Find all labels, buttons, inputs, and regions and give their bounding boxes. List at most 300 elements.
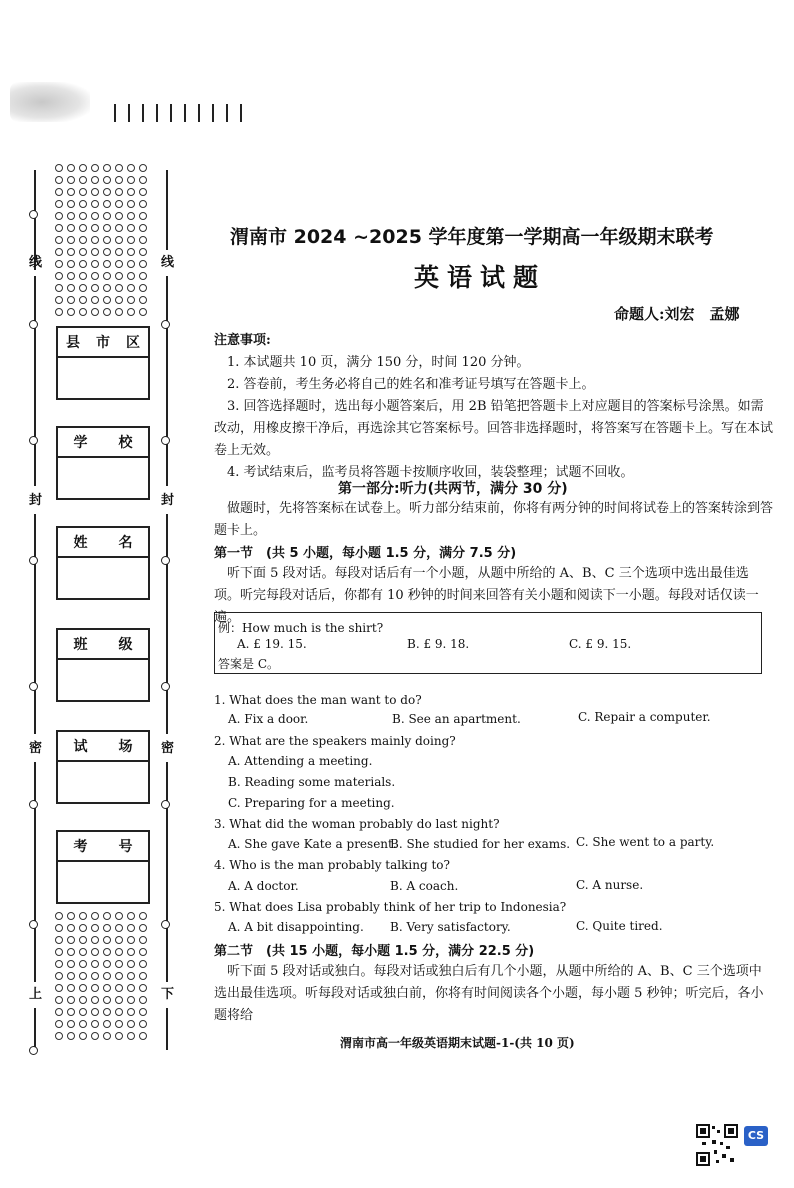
dot — [79, 912, 87, 920]
dot — [103, 212, 111, 220]
dot — [103, 924, 111, 932]
dot — [55, 1020, 63, 1028]
dot — [55, 236, 63, 244]
dot — [67, 296, 75, 304]
margin-char-right-1: 线 — [161, 255, 175, 270]
option[interactable]: A. A doctor. — [228, 879, 299, 893]
binding-hole — [29, 556, 38, 565]
dot — [139, 164, 147, 172]
dot — [55, 972, 63, 980]
margin-char-left-4: 上 — [29, 987, 43, 1002]
field-exam-number-box[interactable] — [58, 862, 148, 902]
dot — [91, 936, 99, 944]
dot — [115, 960, 123, 968]
dot — [67, 212, 75, 220]
dot — [115, 912, 123, 920]
dot — [91, 912, 99, 920]
option[interactable]: C. A nurse. — [576, 878, 644, 892]
dot — [91, 200, 99, 208]
binding-hole — [161, 682, 170, 691]
dot — [91, 960, 99, 968]
dot — [127, 972, 135, 980]
dot — [79, 176, 87, 184]
binding-line-right — [166, 1008, 168, 1050]
dot — [55, 164, 63, 172]
option[interactable]: B. A coach. — [390, 879, 459, 893]
dot — [115, 936, 123, 944]
scan-smudge — [10, 82, 90, 122]
note-item: 3. 回答选择题时，选出每小题答案后，用 2B 铅笔把答题卡上对应题目的答案标号涂黑。如需改动，用橡皮擦干净后，再选涂其它答案标号。回答非选择题时，将答案写在答题卡上。写在本试卷上无效。 — [214, 399, 774, 458]
dot — [91, 972, 99, 980]
option[interactable]: A. Attending a meeting. — [228, 754, 373, 768]
dot — [91, 164, 99, 172]
dot — [139, 212, 147, 220]
dot — [103, 224, 111, 232]
question-2: 2. What are the speakers mainly doing? — [214, 734, 456, 748]
dot — [67, 188, 75, 196]
dot — [91, 1020, 99, 1028]
dot — [67, 972, 75, 980]
dot — [115, 176, 123, 184]
note-item: 1. 本试题共 10 页，满分 150 分，时间 120 分钟。 — [227, 355, 530, 370]
dot — [55, 924, 63, 932]
dot — [91, 260, 99, 268]
dot — [127, 284, 135, 292]
dot — [79, 224, 87, 232]
field-label — [58, 732, 148, 762]
dot — [55, 296, 63, 304]
dot — [67, 272, 75, 280]
dot — [115, 948, 123, 956]
question-1: 1. What does the man want to do? — [214, 693, 422, 707]
field-label-char: 县 — [66, 335, 80, 351]
dot — [127, 984, 135, 992]
field-label-char: 姓 — [73, 535, 88, 551]
dot — [115, 1020, 123, 1028]
binding-hole — [161, 556, 170, 565]
dot — [79, 972, 87, 980]
dot — [115, 260, 123, 268]
option[interactable]: B. See an apartment. — [392, 712, 521, 726]
dot — [79, 1020, 87, 1028]
dot — [79, 996, 87, 1004]
dot — [67, 176, 75, 184]
dot — [67, 960, 75, 968]
dot — [55, 284, 63, 292]
dot — [127, 924, 135, 932]
dot — [103, 1032, 111, 1040]
binding-hole — [29, 320, 38, 329]
binding-hole — [29, 210, 38, 219]
dot — [127, 296, 135, 304]
dot — [139, 972, 147, 980]
binding-hole — [29, 1046, 38, 1055]
dot — [139, 284, 147, 292]
field-exam-room-box[interactable] — [58, 762, 148, 802]
section1-title: 第一节 (共 5 小题，每小题 1.5 分，满分 7.5 分) — [214, 546, 517, 561]
binding-hole — [161, 920, 170, 929]
margin-char-left-2: 封 — [29, 493, 43, 508]
dot — [67, 224, 75, 232]
section2-instructions: 听下面 5 段对话或独白。每段对话或独白后有几个小题，从题中所给的 A、B、C 三个选项中选出最佳选项。听每段对话或独白前，你将有时间阅读各个小题，每小题 5 秒钟；听完后，各小题将给 — [214, 964, 764, 1023]
dot — [127, 224, 135, 232]
dot — [115, 1008, 123, 1016]
dot — [115, 996, 123, 1004]
dot — [115, 284, 123, 292]
option[interactable]: B. Very satisfactory. — [390, 920, 511, 934]
field-label — [58, 528, 148, 558]
example-option: A. £ 19. 15. — [237, 637, 307, 651]
dot — [67, 164, 75, 172]
dot — [55, 260, 63, 268]
dot — [103, 960, 111, 968]
question-4: 4. Who is the man probably talking to? — [214, 858, 450, 872]
dot — [67, 236, 75, 244]
dot — [67, 984, 75, 992]
dot — [55, 936, 63, 944]
dot — [67, 996, 75, 1004]
field-label — [58, 328, 148, 358]
dot — [139, 188, 147, 196]
binding-line-right — [166, 762, 168, 982]
dot — [127, 200, 135, 208]
dot — [103, 948, 111, 956]
dot — [79, 1032, 87, 1040]
dot — [103, 260, 111, 268]
field-class-box[interactable] — [58, 660, 148, 700]
dot — [127, 272, 135, 280]
field-label-char: 市 — [96, 335, 110, 351]
dot — [115, 248, 123, 256]
dot — [115, 924, 123, 932]
dot — [79, 248, 87, 256]
dot — [139, 224, 147, 232]
dot — [115, 308, 123, 316]
dot — [91, 212, 99, 220]
dot — [103, 284, 111, 292]
dot — [91, 176, 99, 184]
field-label-char: 号 — [118, 839, 133, 855]
dot — [91, 248, 99, 256]
dot-grid-top — [55, 164, 151, 320]
dot — [79, 948, 87, 956]
binding-hole — [161, 320, 170, 329]
part1-intro: 做题时，先将答案标在试卷上。听力部分结束前，你将有两分钟的时间将试卷上的答案转涂到答题卡上。 — [214, 501, 774, 538]
dot — [67, 284, 75, 292]
dot — [103, 236, 111, 244]
dot — [103, 248, 111, 256]
field-label-char: 级 — [118, 637, 133, 653]
binding-line-right — [166, 514, 168, 734]
dot — [115, 1032, 123, 1040]
dot — [139, 912, 147, 920]
dot — [139, 308, 147, 316]
dot — [91, 188, 99, 196]
binding-hole — [161, 800, 170, 809]
dot — [79, 212, 87, 220]
dot — [103, 296, 111, 304]
dot — [55, 960, 63, 968]
field-name — [56, 526, 150, 600]
dot — [67, 1032, 75, 1040]
dot — [115, 972, 123, 980]
option[interactable]: C. Preparing for a meeting. — [228, 796, 395, 810]
dot — [79, 284, 87, 292]
dot — [79, 924, 87, 932]
dot — [67, 1020, 75, 1028]
field-name-box[interactable] — [58, 558, 148, 598]
note-item: 4. 考试结束后，监考员将答题卡按顺序收回，装袋整理；试题不回收。 — [227, 465, 634, 480]
binding-hole — [29, 800, 38, 809]
dot — [115, 188, 123, 196]
dot — [115, 236, 123, 244]
dot — [127, 212, 135, 220]
field-label — [58, 832, 148, 862]
dot — [79, 188, 87, 196]
field-school — [56, 426, 150, 500]
dot — [55, 1008, 63, 1016]
binding-line-right — [166, 170, 168, 250]
dot — [127, 308, 135, 316]
binding-line-left — [34, 276, 36, 486]
section1-instructions: 听下面 5 段对话。每段对话后有一个小题，从题中所给的 A、B、C 三个选项中选出最佳选项。听完每段对话后，你都有 10 秒钟的时间来回答有关小题和阅读下一小题。每段对话仅读一遍。 — [214, 566, 759, 625]
dot — [139, 200, 147, 208]
binding-hole — [161, 436, 170, 445]
dot — [67, 308, 75, 316]
dot — [55, 996, 63, 1004]
dot — [139, 248, 147, 256]
dot — [103, 972, 111, 980]
field-label-char: 场 — [118, 739, 133, 755]
option[interactable]: B. Reading some materials. — [228, 775, 396, 789]
dot — [139, 936, 147, 944]
field-label — [58, 428, 148, 458]
dot — [55, 948, 63, 956]
dot — [55, 1032, 63, 1040]
dot — [103, 188, 111, 196]
dot — [127, 188, 135, 196]
field-label-char: 考 — [73, 839, 88, 855]
dot — [139, 176, 147, 184]
dot — [103, 200, 111, 208]
dot — [91, 272, 99, 280]
dot — [79, 308, 87, 316]
exam-authors: 命题人:刘宏 孟娜 — [614, 305, 740, 323]
dot — [139, 1008, 147, 1016]
dot-grid-bottom — [55, 912, 151, 1044]
dot — [103, 996, 111, 1004]
option[interactable]: A. A bit disappointing. — [228, 920, 364, 934]
binding-hole — [29, 920, 38, 929]
dot — [91, 236, 99, 244]
dot — [115, 200, 123, 208]
dot — [139, 1020, 147, 1028]
dot — [139, 272, 147, 280]
dot — [55, 248, 63, 256]
binding-line-left — [34, 762, 36, 982]
notes-heading: 注意事项: — [214, 333, 271, 348]
margin-char-right-3: 密 — [161, 741, 175, 756]
example-answer: 答案是 C。 — [218, 657, 279, 671]
dot — [55, 308, 63, 316]
dot — [139, 960, 147, 968]
field-label-char: 班 — [73, 637, 88, 653]
dot — [55, 272, 63, 280]
example-question: 例：How much is the shirt? — [218, 621, 384, 635]
dot — [127, 1008, 135, 1016]
dot — [127, 936, 135, 944]
dot — [91, 1008, 99, 1016]
field-label-char: 学 — [73, 435, 88, 451]
dot — [115, 224, 123, 232]
dot — [127, 164, 135, 172]
dot — [67, 948, 75, 956]
page-footer: 渭南市高一年级英语期末试题-1-(共 10 页) — [340, 1036, 575, 1050]
dot — [127, 260, 135, 268]
dot — [103, 272, 111, 280]
dot — [103, 164, 111, 172]
dot — [139, 296, 147, 304]
option[interactable]: A. She gave Kate a present. — [228, 837, 397, 851]
field-exam-room — [56, 730, 150, 804]
field-label-char: 名 — [118, 535, 133, 551]
dot — [79, 984, 87, 992]
dot — [139, 996, 147, 1004]
margin-char-left-3: 密 — [29, 741, 43, 756]
binding-line-right — [166, 276, 168, 486]
dot — [67, 912, 75, 920]
question-5: 5. What does Lisa probably think of her trip to Indonesia? — [214, 900, 567, 914]
dot — [79, 1008, 87, 1016]
binding-line-left — [34, 514, 36, 734]
dot — [91, 308, 99, 316]
dot — [127, 948, 135, 956]
dot — [127, 236, 135, 244]
section2-title: 第二节 (共 15 小题，每小题 1.5 分，满分 22.5 分) — [214, 944, 535, 959]
margin-char-right-4: 下 — [161, 987, 175, 1002]
dot — [91, 948, 99, 956]
dot — [55, 912, 63, 920]
dot — [127, 1020, 135, 1028]
exam-title: 渭南市 2024 ~2025 学年度第一学期高一年级期末联考 — [230, 226, 714, 248]
dot — [67, 248, 75, 256]
dot — [55, 212, 63, 220]
margin-char-right-2: 封 — [161, 493, 175, 508]
field-class — [56, 628, 150, 702]
binding-hole — [29, 436, 38, 445]
dot — [79, 164, 87, 172]
qr-code-icon — [696, 1124, 738, 1166]
option[interactable]: C. She went to a party. — [576, 835, 715, 849]
dot — [103, 176, 111, 184]
example-box — [214, 612, 762, 674]
dot — [67, 936, 75, 944]
dot — [67, 1008, 75, 1016]
dot — [55, 188, 63, 196]
field-county-box[interactable] — [58, 358, 148, 398]
dot — [79, 236, 87, 244]
dot — [115, 212, 123, 220]
dot — [79, 936, 87, 944]
question-3: 3. What did the woman probably do last night? — [214, 817, 500, 831]
registration-ticks — [114, 104, 242, 122]
binding-line-left — [34, 1008, 36, 1050]
dot — [91, 984, 99, 992]
dot — [103, 308, 111, 316]
field-label-char: 校 — [118, 435, 133, 451]
field-label-char: 试 — [73, 739, 88, 755]
dot — [103, 936, 111, 944]
dot — [79, 296, 87, 304]
dot — [127, 996, 135, 1004]
option[interactable]: B. She studied for her exams. — [390, 837, 571, 851]
dot — [103, 1020, 111, 1028]
dot — [91, 1032, 99, 1040]
dot — [91, 284, 99, 292]
dot — [55, 200, 63, 208]
dot — [115, 296, 123, 304]
dot — [91, 924, 99, 932]
option[interactable]: C. Repair a computer. — [578, 710, 711, 724]
dot — [127, 1032, 135, 1040]
dot — [67, 260, 75, 268]
dot — [127, 248, 135, 256]
margin-char-left-1: 线 — [29, 255, 43, 270]
dot — [55, 224, 63, 232]
dot — [127, 912, 135, 920]
dot — [139, 236, 147, 244]
dot — [91, 224, 99, 232]
dot — [127, 176, 135, 184]
dot — [115, 164, 123, 172]
dot — [139, 1032, 147, 1040]
field-exam-number — [56, 830, 150, 904]
dot — [139, 984, 147, 992]
dot — [115, 984, 123, 992]
dot — [139, 260, 147, 268]
camscanner-badge: CS — [744, 1126, 768, 1146]
dot — [103, 1008, 111, 1016]
dot — [91, 296, 99, 304]
field-label — [58, 630, 148, 660]
example-option: C. £ 9. 15. — [569, 637, 632, 651]
dot — [103, 912, 111, 920]
dot — [139, 948, 147, 956]
dot — [55, 984, 63, 992]
dot — [55, 176, 63, 184]
dot — [79, 272, 87, 280]
option[interactable]: C. Quite tired. — [576, 919, 663, 933]
field-county — [56, 326, 150, 400]
dot — [103, 984, 111, 992]
dot — [67, 924, 75, 932]
dot — [79, 960, 87, 968]
field-school-box[interactable] — [58, 458, 148, 498]
exam-subtitle: 英语试题 — [413, 263, 546, 292]
field-label-char: 区 — [126, 335, 140, 351]
dot — [139, 924, 147, 932]
part1-title: 第一部分:听力(共两节，满分 30 分) — [338, 481, 568, 497]
binding-hole — [29, 682, 38, 691]
option[interactable]: A. Fix a door. — [228, 712, 309, 726]
dot — [127, 960, 135, 968]
dot — [79, 260, 87, 268]
dot — [67, 200, 75, 208]
dot — [79, 200, 87, 208]
dot — [115, 272, 123, 280]
note-item: 2. 答卷前，考生务必将自己的姓名和准考证号填写在答题卡上。 — [227, 377, 595, 392]
example-option: B. £ 9. 18. — [407, 637, 470, 651]
